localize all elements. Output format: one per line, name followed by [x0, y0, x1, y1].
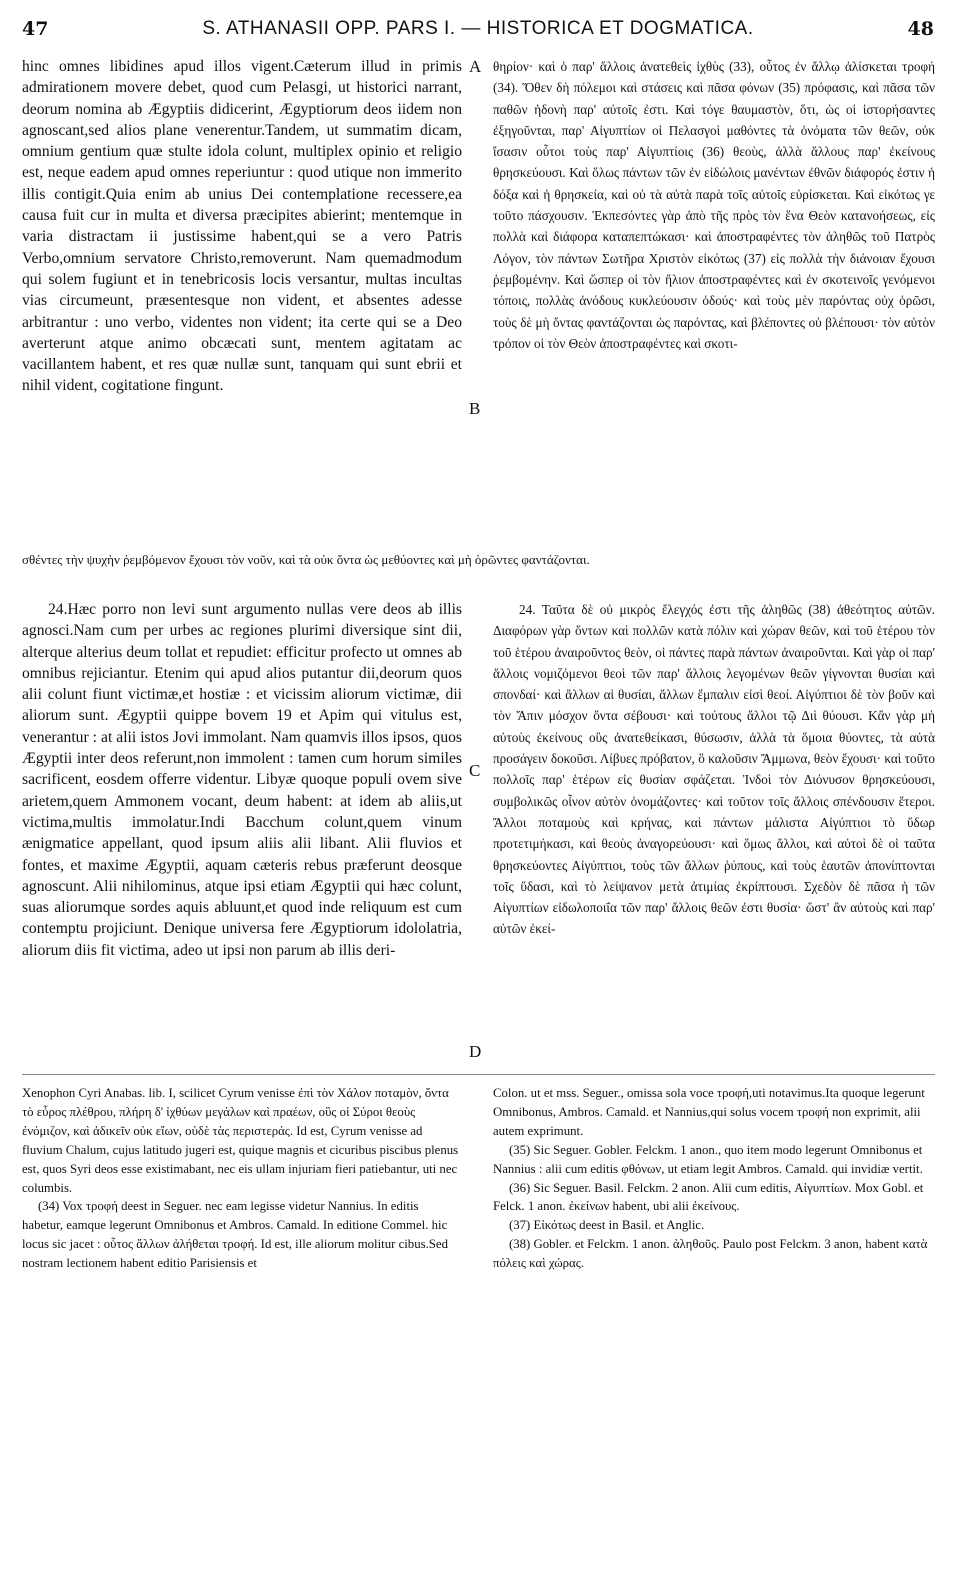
- footnotes-left: [22, 1084, 462, 1273]
- greek-paragraph-1: θηρίον· καὶ ὁ παρ' ἄλλοις ἀνατεθεὶς ἰχθὺς (33), οὗτος ἐν ἄλλῳ ἁλίσκεται τροφή (34). Ὅθεν δὴ πόλεμοι καὶ στάσεις καὶ πᾶσα φόνων (35) πρόφασις, καὶ πᾶσα τῶν παθῶν ἡδονὴ παρ' αὐτοῖς ἐστι. Καὶ τόγε θαυμαστὸν, ὅτι, ὡς οἱ ἱστορήσαντες ἐξηγοῦνται, παρ' Αἰγυπτίων οἱ Πελασγοὶ μαθόντες τὰ ὀνόματα τῶν θεῶν, οὐκ ἴσασιν οὗτοι τοὺς παρ' Αἰγυπτίοις (36) θεοὺς, ἀλλὰ ἄλλους παρ' ἐκείνους θρησκεύουσι. Καὶ ὅλως πάντων τῶν ἐν εἰδώλοις μανέντων ἐθνῶν διάφορός ἐστιν ἡ δόξα καὶ ἡ θρησκεία, καὶ οὐ τὰ αὐτὰ παρὰ τοῖς αὐτοῖς εὑρίσκεται. Καὶ εἰκότως γε τοῦτο πάσχουσιν. Ἐκπεσόντες γὰρ ἀπὸ τῆς πρὸς τὸν ἕνα Θεὸν κατανοήσεως, εἰς πολλὰ καὶ διάφορα καταπεπτώκασι· καὶ ἀποστραφέντες τὸν ἀληθῶς τοῦ Πατρὸς Λόγον, τὸν πάντων Σωτῆρα Χριστὸν εἰκότως (37) εἰς πολλὰ τὴν διάνοιαν ἔχουσι ῥεμβομένην. Καὶ ὥσπερ οἱ τὸν ἥλιον ἀποστραφέντες καὶ ἐν σκοτεινοῖς γενόμενοι τόποις, πολλὰς ἀνόδους κυκλεύουσιν ὁδούς· καὶ τοὺς μὲν παρόντας οὐχ ὁρῶσι, τοὺς δὲ μὴ ὄντας φαντάζονται ὡς παρόντας, καὶ βλέποντες οὐ βλέπουσι· τὸν αὐτὸν τρόπον οἱ τὸν Θεὸν ἀποστραφέντες καὶ σκοτι-: [493, 59, 935, 351]
- margin-letter-a: A: [469, 57, 482, 76]
- margin-letter-d: D: [469, 1042, 482, 1061]
- footnote-divider: [22, 1074, 935, 1075]
- running-title: S. ATHANASII OPP. PARS I. — HISTORICA ET DOGMATICA.: [202, 18, 754, 39]
- margin-letter-b: B: [469, 399, 481, 418]
- footnote: (34) Vox τροφή deest in Seguer. nec eam legisse videtur Nannius. In editis habetur, eamque legerunt Omnibonus et Ambros. Camald. In editione Commel. hic locus sic jacet : οὗτος ἄλλων ἀλήθεται τροφή. Id est, ille aliorum molitur cibus.Sed nostram lectionem habent editio Parisiensis et: [22, 1199, 448, 1271]
- greek-column-section-24: [493, 599, 935, 940]
- greek-column: [493, 56, 935, 354]
- latin-paragraph-2: 24.Hæc porro non levi sunt argumento nullas vere deos ab illis agnosci.Nam cum per urbes ac regiones plurimi diversique sint dii, alterque alterius deum tollat et repudiet: efficitur profecto ut omnes ab omnibus rejiciantur. Etenim qui apud alios putantur dii,deorum quos alii colunt fiunt victimæ,et hostiæ : et vicissim aliorum victimæ, dii aliorum sunt. Ægyptii quippe bovem 19 et Apim qui vitulus est, venerantur : at alii istos Jovi immolant. Nam quamvis illos ipsos, quos Ægyptii inter deos referunt,non immolent : tamen cum horum similes sacrificent, eosdem offerre videntur. Libyæ quoque populi ovem sive arietem,quem Ammonem vocant, deum habent: at idem ab aliis,ut victima,multis immolatur.Indi Bacchum colunt,quem vinum ænigmatice appellant, quod ipsum aliis alii libant. Alii fluvios et fontes, et maxime Ægyptii, aquam cæteris rebus præferunt deosque agnoscunt. Alii nihilominus, atque ipsi etiam Ægyptii qui hæc colunt, suas aliorumque sordes aquis abluunt,et quod inde reliquum est cum contemptu projiciunt. Denique universa fere Ægyptiorum idololatria, aliorum diis fit victima, adeo ut ipsi non parum ab illis deri-: [22, 601, 462, 959]
- footnote: (36) Sic Seguer. Basil. Felckm. 2 anon. Alii cum editis, Αἰγυπτίων. Mox Gobl. et Felck. 1 anon. ἐκείνων habent, ubi alii ἐκείνους.: [493, 1180, 924, 1214]
- footnote: Xenophon Cyri Anabas. lib. I, scilicet Cyrum venisse ἐπὶ τὸν Χάλον ποταμὸν, ὄντα τὸ εὖρος πλέθρου, πλήρη δ' ἰχθύων μεγάλων καὶ πραέων, οὓς οἱ Σύροι θεοὺς ἐνόμιζον, καὶ ἀδικεῖν οὐκ εἴων, οὐδὲ τὰς περιστεράς. Id est, Cyrum venisse ad fluvium Chalum, cujus latitudo jugeri est, quique magnis et cicuribus piscibus plenus est, quos Syri deos esse existimabant, nec eis ullam injuriam fieri patiebantur, uti nec columbis.: [22, 1086, 459, 1195]
- footnote: Colon. ut et mss. Seguer., omissa sola voce τροφή,uti notavimus.Ita quoque legerunt Omnibonus, Ambros. Camald. et Nannius,qui solus vocem τροφή non exprimit, alii autem exprimunt.: [493, 1086, 925, 1138]
- margin-letter-c: C: [469, 761, 481, 780]
- footnote: (35) Sic Seguer. Gobler. Felckm. 1 anon., quo item modo legerunt Omnibonus et Nannius : alii cum editis φθόνων, ut etiam legit Ambros. Camald. qui invidiæ vertit.: [493, 1142, 923, 1176]
- page-number-left: 47: [22, 18, 49, 40]
- footnote: (37) Εἰκότως deest in Basil. et Anglic.: [509, 1218, 705, 1233]
- page-header: [22, 14, 934, 44]
- latin-column-section-24: [22, 599, 462, 961]
- latin-column: [22, 56, 462, 397]
- greek-paragraph-2: 24. Ταῦτα δὲ οὐ μικρὸς ἔλεγχός ἐστι τῆς ἀληθῶς (38) ἀθεότητος αὐτῶν. Διαφόρων γὰρ ὄντων καὶ πολλῶν κατὰ πόλιν καὶ χώραν θεῶν, καὶ τοῦ ἑτέρου τὸν τοῦ ἑτέρου ἀναιροῦντος θεὸν, οἱ πάντες παρὰ πάντων ἀναιροῦνται. Καὶ γὰρ οἱ παρ' ἄλλοις νομιζόμενοι θεοὶ τῶν παρ' ἄλλοις λεγομένων θεῶν γίγνονται θυσίαι καὶ σπονδαί· καὶ ἄλλων αἱ θυσίαι, ἄλλων ἔμπαλιν εἰσὶ θεοί. Αἰγύπτιοι δὲ τὸν βοῦν καὶ τὸν Ἄπιν μόσχον ὄντα σέβουσι· καὶ τούτους ἄλλοι τῷ Διὶ θύουσι. Κἂν γὰρ μὴ αὐτοὺς ἐκείνους οὓς ἀνατεθείκασι, θύσωσιν, ἀλλὰ τὰ ὅμοια θύοντες, τὰ αὐτὰ προσάγειν δοκοῦσι. Λίβυες πρόβατον, ὃ καλοῦσιν Ἄμμωνα, θεὸν ἔχουσι· καὶ τοῦτο πολλοῖς παρ' ἑτέρων εἰς θυσίαν σφάζεται. Ἰνδοὶ τὸν Διόνυσον θρησκεύουσι, συμβολικῶς οἶνον αὐτὸν ὀνομάζοντες· καὶ τοῦτον τοῖς ἄλλοις σπένδουσιν ἕτεροι. Ἄλλοι ποταμοὺς καὶ κρήνας, καὶ πάντων μάλιστα Αἰγύπτιοι τὸ ὕδωρ προτετιμήκασι, καὶ θεοὺς ἀναγορεύουσι· καὶ ὅμως ἄλλοι, καὶ αὐτοὶ δὲ οἱ ταῦτα θρησκεύοντες Αἰγύπτιοι, τοὺς τῶν ἄλλων ῥύπους, καὶ τοὺς ἑαυτῶν ἀπονίπτονται τοῖς ὕδασι, καὶ τὸ λείψανον μετὰ ἀτιμίας ἐκρίπτουσι. Σχεδὸν δὲ πᾶσα ἡ τῶν Αἰγυπτίων εἰδωλοποιΐα τῶν παρ' ἄλλοις θεῶν ἐστι θυσία· ὥστ' ἂν αὐτοὺς καὶ παρ' αὐτῶν ἐκεί-: [493, 602, 935, 937]
- footnote: (38) Gobler. et Felckm. 1 anon. ἀληθοῦς. Paulo post Felckm. 3 anon, habent κατὰ πόλεις καὶ χώρας.: [493, 1237, 928, 1271]
- greek-continuation-line: σθέντες τὴν ψυχὴν ῥεμβόμενον ἔχουσι τὸν νοῦν, καὶ τὰ οὐκ ὄντα ὡς μεθύοντες καὶ μὴ ὁρῶντες φαντάζονται.: [22, 552, 590, 567]
- footnotes-right: [493, 1084, 935, 1273]
- latin-paragraph-1: hinc omnes libidines apud illos vigent.Cæterum illud in primis admirationem movere debet, quod cum Pelasgi, ut historici narrant, deorum nomina ab Ægyptiis didicerint, Ægyptiorum deos iidem non agnoscant,sed alios plane venerentur.Tandem, ut summatim dicam, omnium gentium quæ stulte idola colunt, multiplex opinio et religio est, neque eadem apud omnes reperiuntur : quod utique non immerito illis contigit.Quia enim ab unius Dei contemplatione recessere,ea causa fuit cur in multa et diversa præcipites abierint; mentemque in varia distractam ii justissime habent,qui se a vero Patris Verbo,omnium servatore Christo,removerunt. Nam quemadmodum qui solem fugiunt et in tenebricosis locis versantur, multas incultas vias circumeunt, præsentesque non vident, et absentes adesse arbitrantur : uno verbo, videntes non vident; ita certe qui se a Deo averterunt atque animo obcæcati sunt, mentem agitatam ac vacillantem habent, et res quæ nullæ sunt, tanquam qui sunt ebrii et nihil vident, cogitatione fingunt.: [22, 58, 462, 395]
- page-number-right: 48: [907, 18, 934, 40]
